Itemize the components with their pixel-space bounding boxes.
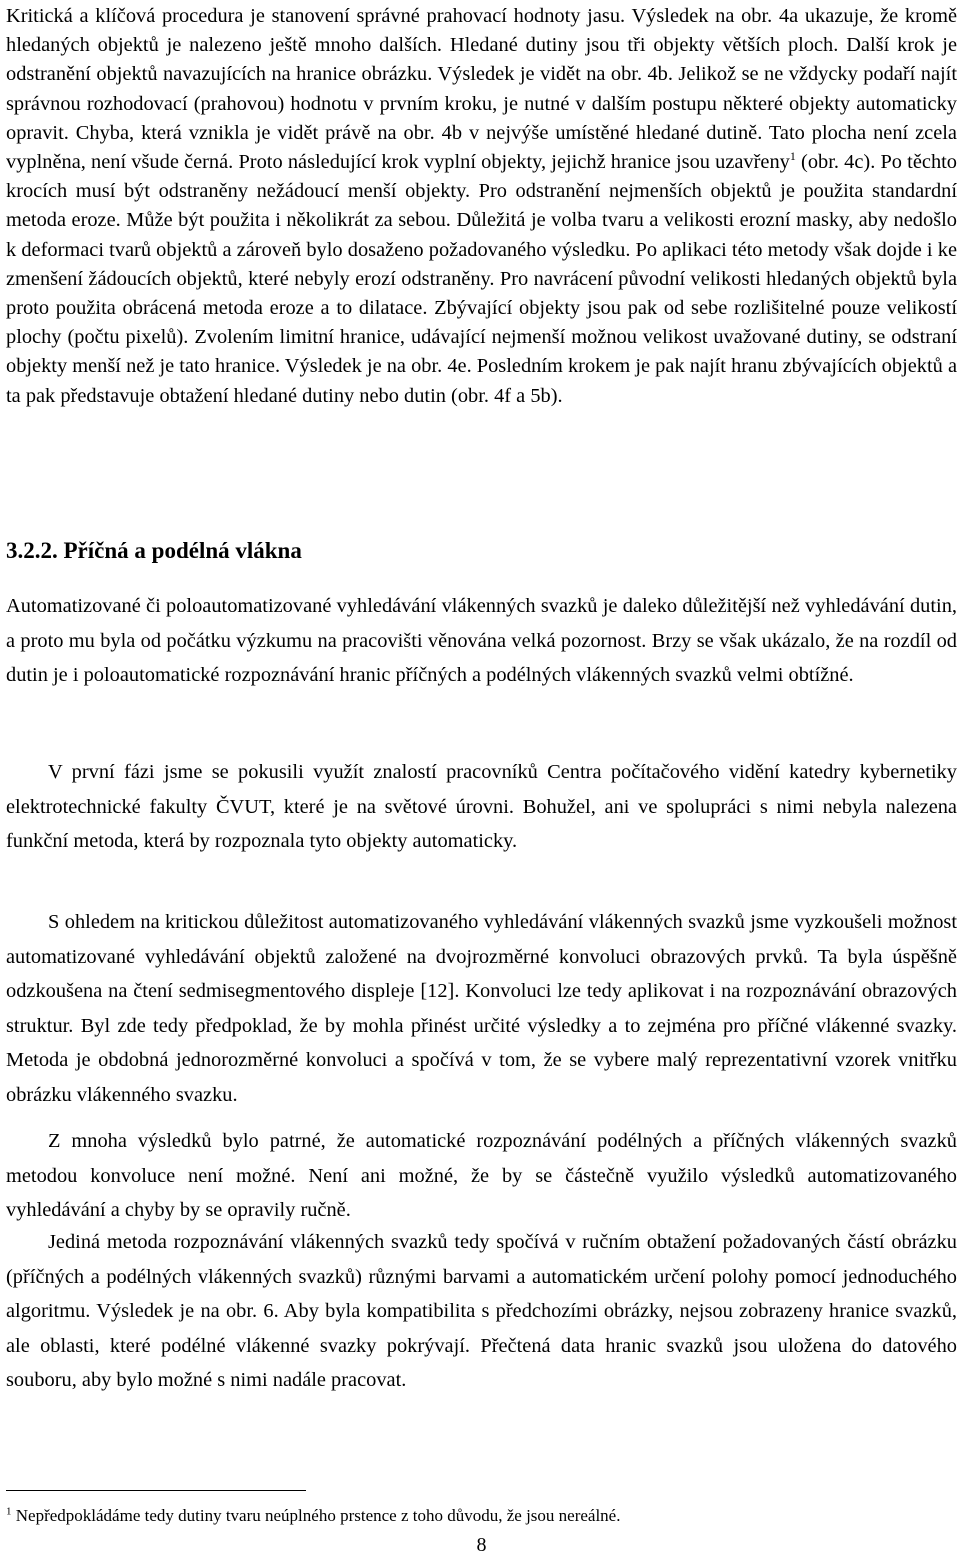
body-paragraph-intro bbox=[6, 2, 957, 411]
section-heading: 3.2.2. Příčná a podélná vlákna bbox=[6, 538, 302, 563]
footnote-reference[interactable]: 1 bbox=[789, 149, 796, 164]
body-paragraph: S ohledem na kritickou důležitost automatizovaného vyhledávání vlákenných svazků jsme vyzkoušeli možnost automatizované vyhledávání objektů založené na dvojrozměrné konvoluci obrazových prvků. Ta byla úspěšně odzkoušena na čtení sedmisegmentového displeje [12]. Konvoluci lze tedy aplikovat i na rozpoznávání obrazových struktur. Byl zde tedy předpoklad, že by mohla přinést určité výsledky a to zejména pro příčné vlákenné svazky. Metoda je obdobná jednorozměrné konvoluci a spočívá v tom, že se vybere malý reprezentativní vzorek vnitřku obrázku vlákenného svazku. bbox=[6, 911, 957, 1106]
body-paragraph: V první fázi jsme se pokusili využít znalostí pracovníků Centra počítačového vidění katedry kybernetiky elektrotechnické fakulty ČVUT, které je na světové úrovni. Bohužel, ani ve spolupráci s nimi nebyla nalezena funkční metoda, která by rozpoznala tyto objekty automaticky. bbox=[6, 761, 957, 852]
page-number: 8 bbox=[476, 1534, 487, 1556]
footnote bbox=[6, 1504, 957, 1528]
footnote-text: Nepředpokládáme tedy dutiny tvaru neúplného prstence z toho důvodu, že jsou nereálné. bbox=[11, 1506, 621, 1525]
footnote-marker: 1 bbox=[6, 1505, 12, 1518]
footnote-divider bbox=[6, 1490, 306, 1491]
body-paragraph: Automatizované či poloautomatizované vyhledávání vlákenných svazků je daleko důležitější než vyhledávání dutin, a proto mu byla od počátku výzkumu na pracovišti věnována velká pozornost. Brzy se však ukázalo, že na rozdíl od dutin je i poloautomatické rozpoznávání hranic příčných a podélných vlákenných svazků velmi obtížné. bbox=[6, 595, 957, 686]
body-paragraph: Z mnoha výsledků bylo patrné, že automatické rozpoznávání podélných a příčných vlákenných svazků metodou konvoluce není možné. Není ani možné, že by se částečně využilo výsledků automatizovaného vyhledávání a chyby by se opravily ručně. bbox=[6, 1130, 957, 1221]
document-page bbox=[6, 0, 957, 1557]
paragraph-text: Kritická a klíčová procedura je stanovení správné prahovací hodnoty jasu. Výsledek na obr. 4a ukazuje, že kromě hledaných objektů je nalezeno ještě mnoho dalších. Hledané dutiny jsou tři objekty větších ploch. Další krok je odstranění objektů navazujících na hranice obrázku. Výsledek je vidět na obr. 4b. Jelikož se ne vždycky podaří najít správnou rozhodovací (prahovou) hodnotu v prvním kroku, je nutné v dalším postupu některé objekty automaticky opravit. Chyba, která vznikla je vidět právě na obr. 4b v nejvýše umístěné hledané dutině. Tato plocha není zcela vyplněna, není všude černá. Proto následující krok vyplní objekty, jejichž hranice jsou uzavřeny bbox=[6, 5, 957, 174]
paragraph-text: (obr. 4c). Po těchto krocích musí být odstraněny nežádoucí menší objekty. Pro odstranění nejmenších objektů je použita standardní metoda eroze. Může být použita i několikrát za sebou. Důležitá je volba tvaru a velikosti erozní masky, aby nedošlo k deformaci tvarů objektů a zároveň bylo dosaženo požadovaného výsledku. Po aplikaci této metody však dojde i ke zmenšení žádoucích objektů, které nebyly erozí odstraněny. Pro navrácení původní velikosti hledaných objektů byla proto použita obrácená metoda eroze a to dilatace. Zbývající objekty jsou pak od sebe rozlišitelné pouze velikostí plochy (počtu pixelů). Zvolením limitní hranice, udávající nejmenší možnou velikost uvažované dutiny, se odstraní objekty menší než je tato hranice. Výsledek je na obr. 4e. Posledním krokem je pak najít hranu zbývajících objektů a ta pak představuje obtažení hledané dutiny nebo dutin (obr. 4f a 5b). bbox=[6, 151, 957, 407]
body-paragraph: Jediná metoda rozpoznávání vlákenných svazků tedy spočívá v ručním obtažení požadovaných částí obrázku (příčných a podélných vlákenných svazků) různými barvami a automatickém určení polohy pomocí jednoduchého algoritmu. Výsledek je na obr. 6. Aby byla kompatibilita s předchozími obrázky, nejsou zobrazeny hranice svazků, ale oblasti, které podélné vlákenné svazky pokrývají. Přečtená data hranic svazků jsou uložena do datového souboru, aby bylo možné s nimi nadále pracovat. bbox=[6, 1231, 957, 1391]
